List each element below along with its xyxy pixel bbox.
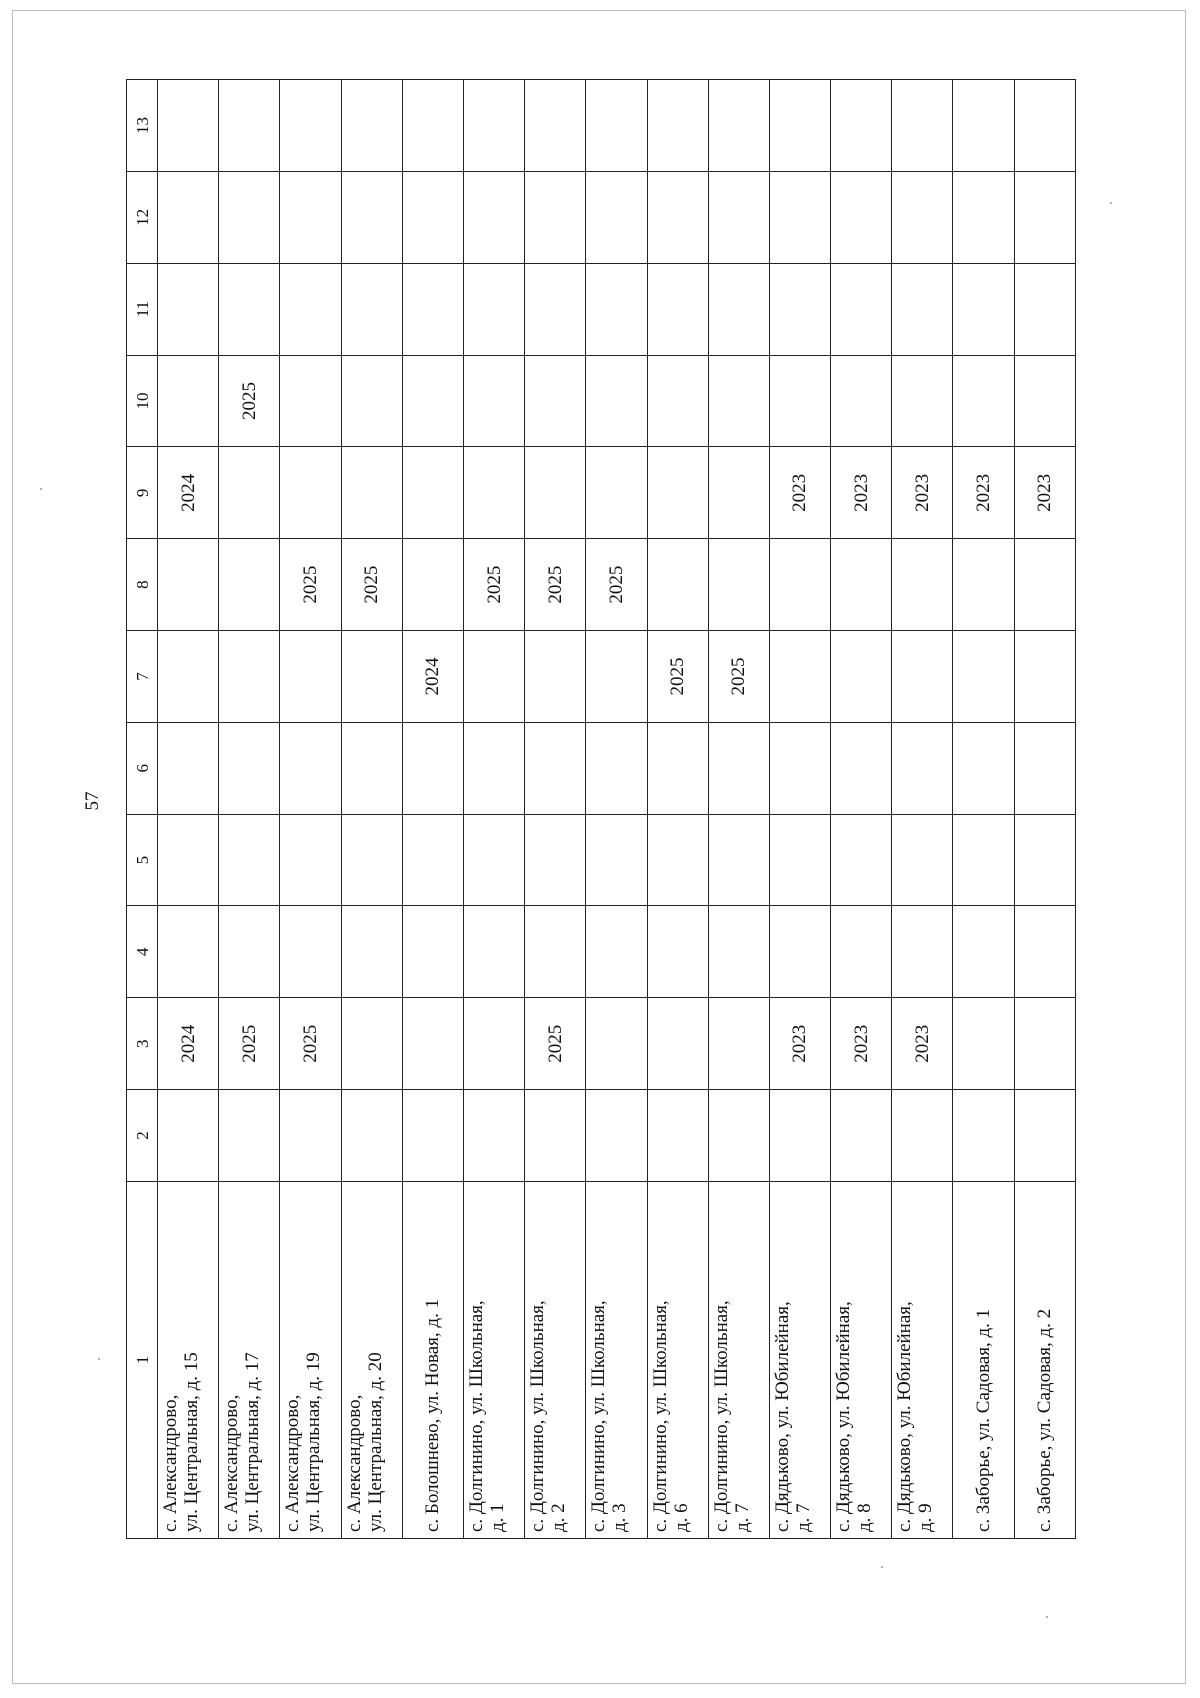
year-cell-col-9: 2023 <box>831 447 892 539</box>
year-cell-col-6 <box>831 722 892 814</box>
year-cell-col-4 <box>953 906 1014 998</box>
year-cell-col-6 <box>280 722 341 814</box>
scan-speck <box>1046 1616 1048 1618</box>
year-cell-col-11 <box>280 263 341 355</box>
year-cell-col-2 <box>769 1090 830 1182</box>
year-cell-col-5 <box>341 814 402 906</box>
year-cell-col-2 <box>953 1090 1014 1182</box>
table-row <box>953 80 1014 1539</box>
year-cell-col-6 <box>341 722 402 814</box>
column-number-row <box>127 80 158 1539</box>
year-cell-col-12 <box>769 171 830 263</box>
year-cell-col-12 <box>219 171 280 263</box>
year-cell-col-6 <box>953 722 1014 814</box>
year-cell-col-13 <box>341 80 402 172</box>
year-cell-col-4 <box>280 906 341 998</box>
year-cell-col-4 <box>463 906 524 998</box>
year-cell-col-9: 2023 <box>953 447 1014 539</box>
table-row <box>708 80 769 1539</box>
address-line: д. 2 <box>548 1503 570 1532</box>
year-cell-col-9 <box>647 447 708 539</box>
address-cell <box>158 1181 219 1538</box>
year-cell-col-13 <box>402 80 463 172</box>
year-cell-col-7: 2025 <box>708 631 769 723</box>
year-cell-col-11 <box>708 263 769 355</box>
year-cell-col-10 <box>280 355 341 447</box>
year-cell-col-3 <box>341 998 402 1090</box>
year-cell-col-13 <box>708 80 769 172</box>
year-cell-col-13 <box>586 80 647 172</box>
year-cell-col-7 <box>463 631 524 723</box>
year-cell-col-4 <box>892 906 953 998</box>
year-cell-col-12 <box>647 171 708 263</box>
year-cell-col-8 <box>769 539 830 631</box>
address-cell <box>1014 1181 1075 1538</box>
year-cell-col-7 <box>280 631 341 723</box>
year-cell-col-11 <box>769 263 830 355</box>
table-row <box>586 80 647 1539</box>
year-cell-col-3 <box>1014 998 1075 1090</box>
address-cell <box>586 1181 647 1538</box>
year-cell-col-6 <box>463 722 524 814</box>
address-line: с. Долгинино, ул. Школьная, <box>710 1300 732 1532</box>
table-row <box>1014 80 1075 1539</box>
table-row <box>402 80 463 1539</box>
year-cell-col-11 <box>402 263 463 355</box>
year-cell-col-6 <box>769 722 830 814</box>
address-line: ул. Центральная, д. 15 <box>181 1352 202 1532</box>
year-cell-col-3 <box>402 998 463 1090</box>
rotated-table-container <box>126 79 1076 1539</box>
year-cell-col-3 <box>647 998 708 1090</box>
address-cell <box>463 1181 524 1538</box>
year-cell-col-7 <box>158 631 219 723</box>
year-cell-col-7 <box>831 631 892 723</box>
address-cell <box>953 1181 1014 1538</box>
year-cell-col-10 <box>708 355 769 447</box>
year-cell-col-8 <box>953 539 1014 631</box>
year-cell-col-3 <box>953 998 1014 1090</box>
year-cell-col-7: 2025 <box>647 631 708 723</box>
address-line: с. Долгинино, ул. Школьная, <box>649 1300 671 1532</box>
year-cell-col-2 <box>158 1090 219 1182</box>
year-cell-col-11 <box>219 263 280 355</box>
year-cell-col-4 <box>341 906 402 998</box>
column-number-9: 9 <box>127 447 158 539</box>
year-cell-col-8 <box>402 539 463 631</box>
address-line: с. Долгинино, ул. Школьная, <box>527 1300 549 1532</box>
year-cell-col-5 <box>586 814 647 906</box>
year-cell-col-6 <box>158 722 219 814</box>
year-cell-col-7: 2024 <box>402 631 463 723</box>
year-cell-col-8: 2025 <box>525 539 586 631</box>
year-cell-col-2 <box>831 1090 892 1182</box>
schedule-table <box>126 79 1076 1539</box>
year-cell-col-11 <box>831 263 892 355</box>
year-cell-col-3: 2023 <box>892 998 953 1090</box>
address-cell <box>647 1181 708 1538</box>
year-cell-col-7 <box>341 631 402 723</box>
year-cell-col-9: 2023 <box>769 447 830 539</box>
year-cell-col-10 <box>647 355 708 447</box>
year-cell-col-6 <box>708 722 769 814</box>
year-cell-col-3: 2023 <box>769 998 830 1090</box>
year-cell-col-13 <box>953 80 1014 172</box>
year-cell-col-6 <box>1014 722 1075 814</box>
year-cell-col-8 <box>831 539 892 631</box>
year-cell-col-5 <box>953 814 1014 906</box>
year-cell-col-3 <box>586 998 647 1090</box>
scan-speck <box>98 1358 100 1360</box>
column-number-7: 7 <box>127 631 158 723</box>
column-number-3: 3 <box>127 998 158 1090</box>
year-cell-col-5 <box>892 814 953 906</box>
year-cell-col-12 <box>1014 171 1075 263</box>
year-cell-col-4 <box>525 906 586 998</box>
year-cell-col-2 <box>402 1090 463 1182</box>
year-cell-col-12 <box>892 171 953 263</box>
table-row <box>525 80 586 1539</box>
address-line: с. Дядьково, ул. Юбилейная, <box>894 1301 916 1532</box>
year-cell-col-12 <box>953 171 1014 263</box>
year-cell-col-4 <box>769 906 830 998</box>
year-cell-col-5 <box>463 814 524 906</box>
year-cell-col-12 <box>586 171 647 263</box>
year-cell-col-2 <box>525 1090 586 1182</box>
year-cell-col-10 <box>586 355 647 447</box>
year-cell-col-9 <box>341 447 402 539</box>
address-line: д. 9 <box>915 1503 937 1532</box>
year-cell-col-9 <box>525 447 586 539</box>
year-cell-col-4 <box>1014 906 1075 998</box>
year-cell-col-6 <box>892 722 953 814</box>
scan-speck <box>881 1566 883 1568</box>
year-cell-col-12 <box>463 171 524 263</box>
year-cell-col-8 <box>892 539 953 631</box>
table-row <box>769 80 830 1539</box>
year-cell-col-7 <box>953 631 1014 723</box>
year-cell-col-12 <box>341 171 402 263</box>
address-cell <box>769 1181 830 1538</box>
address-cell <box>831 1181 892 1538</box>
year-cell-col-13 <box>158 80 219 172</box>
year-cell-col-8 <box>158 539 219 631</box>
year-cell-col-7 <box>769 631 830 723</box>
address-line: с. Болошнево, ул. Новая, д. 1 <box>422 1298 444 1532</box>
year-cell-col-5 <box>831 814 892 906</box>
year-cell-col-5 <box>769 814 830 906</box>
year-cell-col-9 <box>708 447 769 539</box>
year-cell-col-6 <box>586 722 647 814</box>
year-cell-col-9 <box>219 447 280 539</box>
address-line: с. Дядьково, ул. Юбилейная, <box>771 1301 793 1532</box>
year-cell-col-12 <box>831 171 892 263</box>
address-cell <box>219 1181 280 1538</box>
year-cell-col-11 <box>525 263 586 355</box>
address-line: д. 7 <box>792 1503 814 1532</box>
address-cell <box>892 1181 953 1538</box>
year-cell-col-11 <box>158 263 219 355</box>
year-cell-col-10 <box>769 355 830 447</box>
year-cell-col-10 <box>158 355 219 447</box>
column-number-12: 12 <box>127 171 158 263</box>
year-cell-col-6 <box>219 722 280 814</box>
year-cell-col-5 <box>647 814 708 906</box>
scan-speck <box>40 488 42 490</box>
year-cell-col-10 <box>525 355 586 447</box>
address-line: с. Заборье, ул. Садовая, д. 2 <box>1034 1308 1056 1532</box>
year-cell-col-3 <box>708 998 769 1090</box>
year-cell-col-6 <box>647 722 708 814</box>
year-cell-col-9: 2023 <box>892 447 953 539</box>
table-row <box>280 80 341 1539</box>
year-cell-col-10 <box>402 355 463 447</box>
year-cell-col-11 <box>341 263 402 355</box>
year-cell-col-2 <box>341 1090 402 1182</box>
year-cell-col-3 <box>463 998 524 1090</box>
column-number-6: 6 <box>127 722 158 814</box>
year-cell-col-10: 2025 <box>219 355 280 447</box>
year-cell-col-10 <box>892 355 953 447</box>
table-row <box>647 80 708 1539</box>
address-line: с. Долгинино, ул. Школьная, <box>588 1300 610 1532</box>
year-cell-col-2 <box>1014 1090 1075 1182</box>
year-cell-col-11 <box>586 263 647 355</box>
year-cell-col-5 <box>158 814 219 906</box>
year-cell-col-13 <box>647 80 708 172</box>
year-cell-col-9 <box>280 447 341 539</box>
address-cell <box>708 1181 769 1538</box>
column-number-5: 5 <box>127 814 158 906</box>
column-number-4: 4 <box>127 906 158 998</box>
year-cell-col-7 <box>525 631 586 723</box>
table-row <box>158 80 219 1539</box>
year-cell-col-13 <box>463 80 524 172</box>
year-cell-col-10 <box>463 355 524 447</box>
year-cell-col-6 <box>402 722 463 814</box>
year-cell-col-5 <box>280 814 341 906</box>
year-cell-col-11 <box>892 263 953 355</box>
table-body <box>158 80 1076 1539</box>
year-cell-col-12 <box>525 171 586 263</box>
page-number: 57 <box>82 791 103 811</box>
year-cell-col-7 <box>1014 631 1075 723</box>
address-line: ул. Центральная, д. 17 <box>242 1352 264 1532</box>
table-row <box>892 80 953 1539</box>
year-cell-col-2 <box>219 1090 280 1182</box>
year-cell-col-3: 2023 <box>831 998 892 1090</box>
year-cell-col-8: 2025 <box>586 539 647 631</box>
address-line: д. 6 <box>670 1503 692 1532</box>
year-cell-col-2 <box>892 1090 953 1182</box>
year-cell-col-4 <box>402 906 463 998</box>
address-cell <box>280 1181 341 1538</box>
year-cell-col-7 <box>892 631 953 723</box>
column-number-1: 1 <box>127 1181 158 1538</box>
year-cell-col-2 <box>280 1090 341 1182</box>
year-cell-col-9: 2024 <box>158 447 219 539</box>
year-cell-col-12 <box>708 171 769 263</box>
year-cell-col-3: 2025 <box>219 998 280 1090</box>
year-cell-col-2 <box>586 1090 647 1182</box>
year-cell-col-12 <box>280 171 341 263</box>
table-row <box>219 80 280 1539</box>
address-line: д. 8 <box>854 1503 876 1532</box>
year-cell-col-4 <box>708 906 769 998</box>
year-cell-col-9 <box>463 447 524 539</box>
year-cell-col-4 <box>586 906 647 998</box>
year-cell-col-10 <box>341 355 402 447</box>
address-line: с. Долгинино, ул. Школьная, <box>465 1300 487 1532</box>
address-cell <box>525 1181 586 1538</box>
year-cell-col-12 <box>402 171 463 263</box>
year-cell-col-8 <box>219 539 280 631</box>
year-cell-col-13 <box>892 80 953 172</box>
year-cell-col-3: 2024 <box>158 998 219 1090</box>
year-cell-col-8 <box>647 539 708 631</box>
year-cell-col-13 <box>1014 80 1075 172</box>
year-cell-col-4 <box>219 906 280 998</box>
scan-speck <box>1110 202 1112 204</box>
address-line: ул. Центральная, д. 19 <box>303 1352 325 1532</box>
year-cell-col-2 <box>708 1090 769 1182</box>
table-row <box>341 80 402 1539</box>
table-row <box>463 80 524 1539</box>
address-line: с. Александрово, <box>160 1394 181 1532</box>
table-row <box>831 80 892 1539</box>
year-cell-col-13 <box>280 80 341 172</box>
column-number-10: 10 <box>127 355 158 447</box>
year-cell-col-13 <box>219 80 280 172</box>
column-number-2: 2 <box>127 1090 158 1182</box>
year-cell-col-5 <box>219 814 280 906</box>
year-cell-col-13 <box>831 80 892 172</box>
year-cell-col-11 <box>1014 263 1075 355</box>
address-line: с. Александрово, <box>282 1394 304 1532</box>
address-line: с. Дядьково, ул. Юбилейная, <box>833 1301 855 1532</box>
address-cell <box>341 1181 402 1538</box>
column-number-8: 8 <box>127 539 158 631</box>
year-cell-col-9: 2023 <box>1014 447 1075 539</box>
year-cell-col-5 <box>525 814 586 906</box>
address-line: д. 7 <box>731 1503 753 1532</box>
year-cell-col-6 <box>525 722 586 814</box>
year-cell-col-12 <box>158 171 219 263</box>
year-cell-col-2 <box>647 1090 708 1182</box>
year-cell-col-4 <box>647 906 708 998</box>
year-cell-col-3: 2025 <box>525 998 586 1090</box>
year-cell-col-9 <box>402 447 463 539</box>
address-line: с. Александрово, <box>343 1394 365 1532</box>
address-line: с. Заборье, ул. Садовая, д. 1 <box>973 1308 995 1532</box>
year-cell-col-7 <box>586 631 647 723</box>
year-cell-col-10 <box>1014 355 1075 447</box>
address-line: с. Александрово, <box>221 1394 243 1532</box>
year-cell-col-8 <box>1014 539 1075 631</box>
year-cell-col-11 <box>953 263 1014 355</box>
year-cell-col-3: 2025 <box>280 998 341 1090</box>
year-cell-col-5 <box>402 814 463 906</box>
column-number-13: 13 <box>127 80 158 172</box>
year-cell-col-5 <box>1014 814 1075 906</box>
year-cell-col-11 <box>647 263 708 355</box>
year-cell-col-8 <box>708 539 769 631</box>
address-cell <box>402 1181 463 1538</box>
address-line: д. 3 <box>609 1503 631 1532</box>
year-cell-col-8: 2025 <box>341 539 402 631</box>
year-cell-col-8: 2025 <box>280 539 341 631</box>
year-cell-col-5 <box>708 814 769 906</box>
year-cell-col-10 <box>831 355 892 447</box>
column-number-11: 11 <box>127 263 158 355</box>
year-cell-col-13 <box>769 80 830 172</box>
year-cell-col-9 <box>586 447 647 539</box>
year-cell-col-4 <box>831 906 892 998</box>
year-cell-col-10 <box>953 355 1014 447</box>
address-line: ул. Центральная, д. 20 <box>364 1352 386 1532</box>
year-cell-col-13 <box>525 80 586 172</box>
year-cell-col-7 <box>219 631 280 723</box>
year-cell-col-2 <box>463 1090 524 1182</box>
year-cell-col-11 <box>463 263 524 355</box>
year-cell-col-4 <box>158 906 219 998</box>
year-cell-col-8: 2025 <box>463 539 524 631</box>
address-line: д. 1 <box>486 1503 508 1532</box>
